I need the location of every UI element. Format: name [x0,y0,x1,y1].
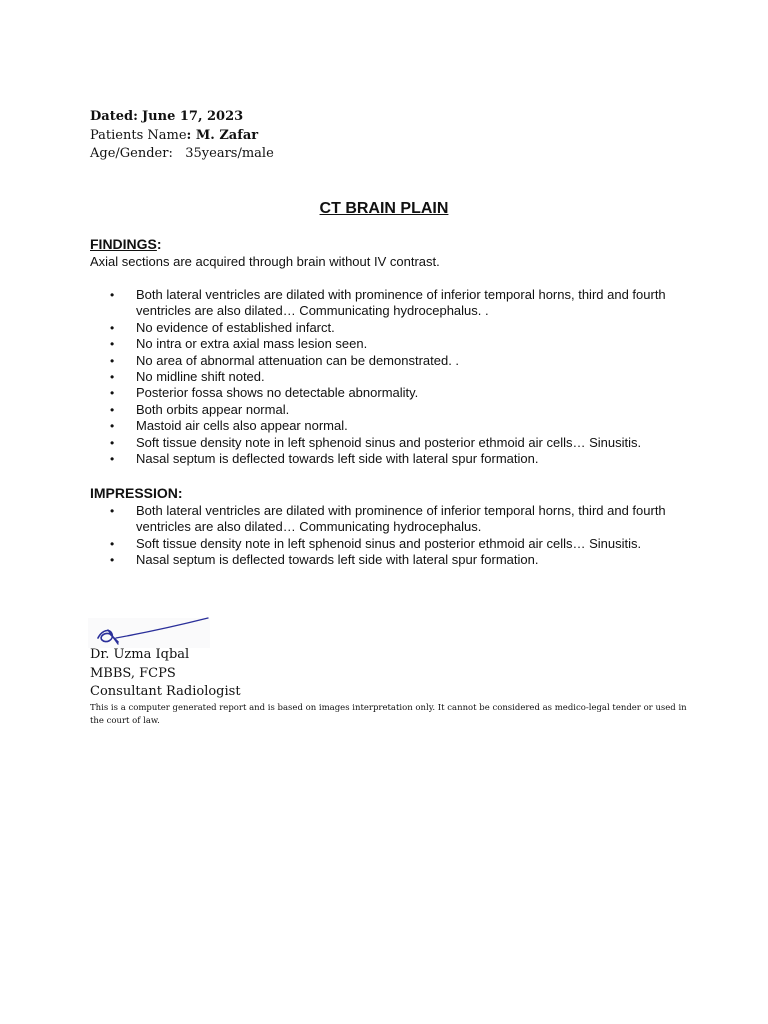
bullet-icon: • [110,553,115,568]
impression-text: Both lateral ventricles are dilated with prominence of inferior temporal horns, third and fourth ventricles are also dilated… Communicating hydrocephalus. [136,503,666,535]
bullet-icon: • [110,419,115,434]
finding-text: Both orbits appear normal. [136,401,290,417]
finding-text: Mastoid air cells also appear normal. [136,418,348,434]
list-item [108,451,688,467]
findings-list [108,287,688,467]
signatory-designation: Consultant Radiologist [90,684,241,699]
list-item [108,353,688,369]
date-line [90,108,274,127]
bullet-icon: • [110,353,115,368]
patient-header [90,108,274,164]
bullet-icon: • [110,320,115,335]
list-item [108,369,688,385]
date-value: June 17, 2023 [142,109,244,124]
impression-text: Soft tissue density note in left sphenoid sinus and posterior ethmoid air cells… Sinusitis. [136,535,642,551]
age-gender-line [90,145,274,164]
bullet-icon: • [110,452,115,467]
finding-text: No evidence of established infarct. [136,319,335,335]
bullet-icon: • [110,504,115,518]
bullet-icon: • [110,435,115,450]
bullet-icon: • [110,536,115,551]
patient-name-value: : M. Zafar [186,127,259,143]
impression-heading: IMPRESSION: [90,485,183,501]
list-item [108,287,688,320]
list-item [108,320,688,336]
bullet-icon: • [110,288,115,302]
finding-text: No midline shift noted. [136,369,265,385]
list-item [108,536,688,552]
findings-intro: Axial sections are acquired through brain without IV contrast. [90,254,440,269]
list-item [108,402,688,418]
list-item [108,552,688,568]
finding-text: Both lateral ventricles are dilated with prominence of inferior temporal horns, third and fourth ventricles are also dilated… Communicating hydrocephalus. . [136,287,666,319]
report-title: CT BRAIN PLAIN [319,200,449,217]
findings-heading-text: FINDINGS [90,236,157,252]
signatory-block [90,646,241,702]
disclaimer-text: This is a computer generated report and is based on images interpretation only. It cannot be considered as medico-legal tender or used in the court of law. [90,703,687,726]
date-label: Dated: [90,109,138,124]
finding-text: No intra or extra axial mass lesion seen. [136,336,368,352]
list-item [108,503,688,536]
list-item [108,336,688,352]
finding-text: No area of abnormal attenuation can be demonstrated. . [136,352,460,368]
patient-name-label: Patients Name [90,127,187,143]
bullet-icon: • [110,386,115,401]
list-item [108,435,688,451]
bullet-icon: • [110,370,115,385]
finding-text: Soft tissue density note in left sphenoid sinus and posterior ethmoid air cells… Sinusitis. [136,434,642,450]
age-gender-label: Age/Gender: [90,146,173,161]
findings-heading [90,236,162,252]
signatory-qualifications: MBBS, FCPS [90,665,176,681]
impression-text: Nasal septum is deflected towards left side with lateral spur formation. [136,552,539,568]
impression-list [108,503,688,569]
signatory-name: Dr. Uzma Iqbal [90,647,190,662]
list-item [108,418,688,434]
finding-text: Nasal septum is deflected towards left side with lateral spur formation. [136,451,539,467]
findings-heading-colon: : [156,236,162,252]
patient-name-line [90,127,274,146]
age-gender-value: 35years/male [185,146,274,161]
finding-text: Posterior fossa shows no detectable abnormality. [136,385,419,401]
bullet-icon: • [110,402,115,417]
list-item [108,385,688,401]
bullet-icon: • [110,337,115,352]
